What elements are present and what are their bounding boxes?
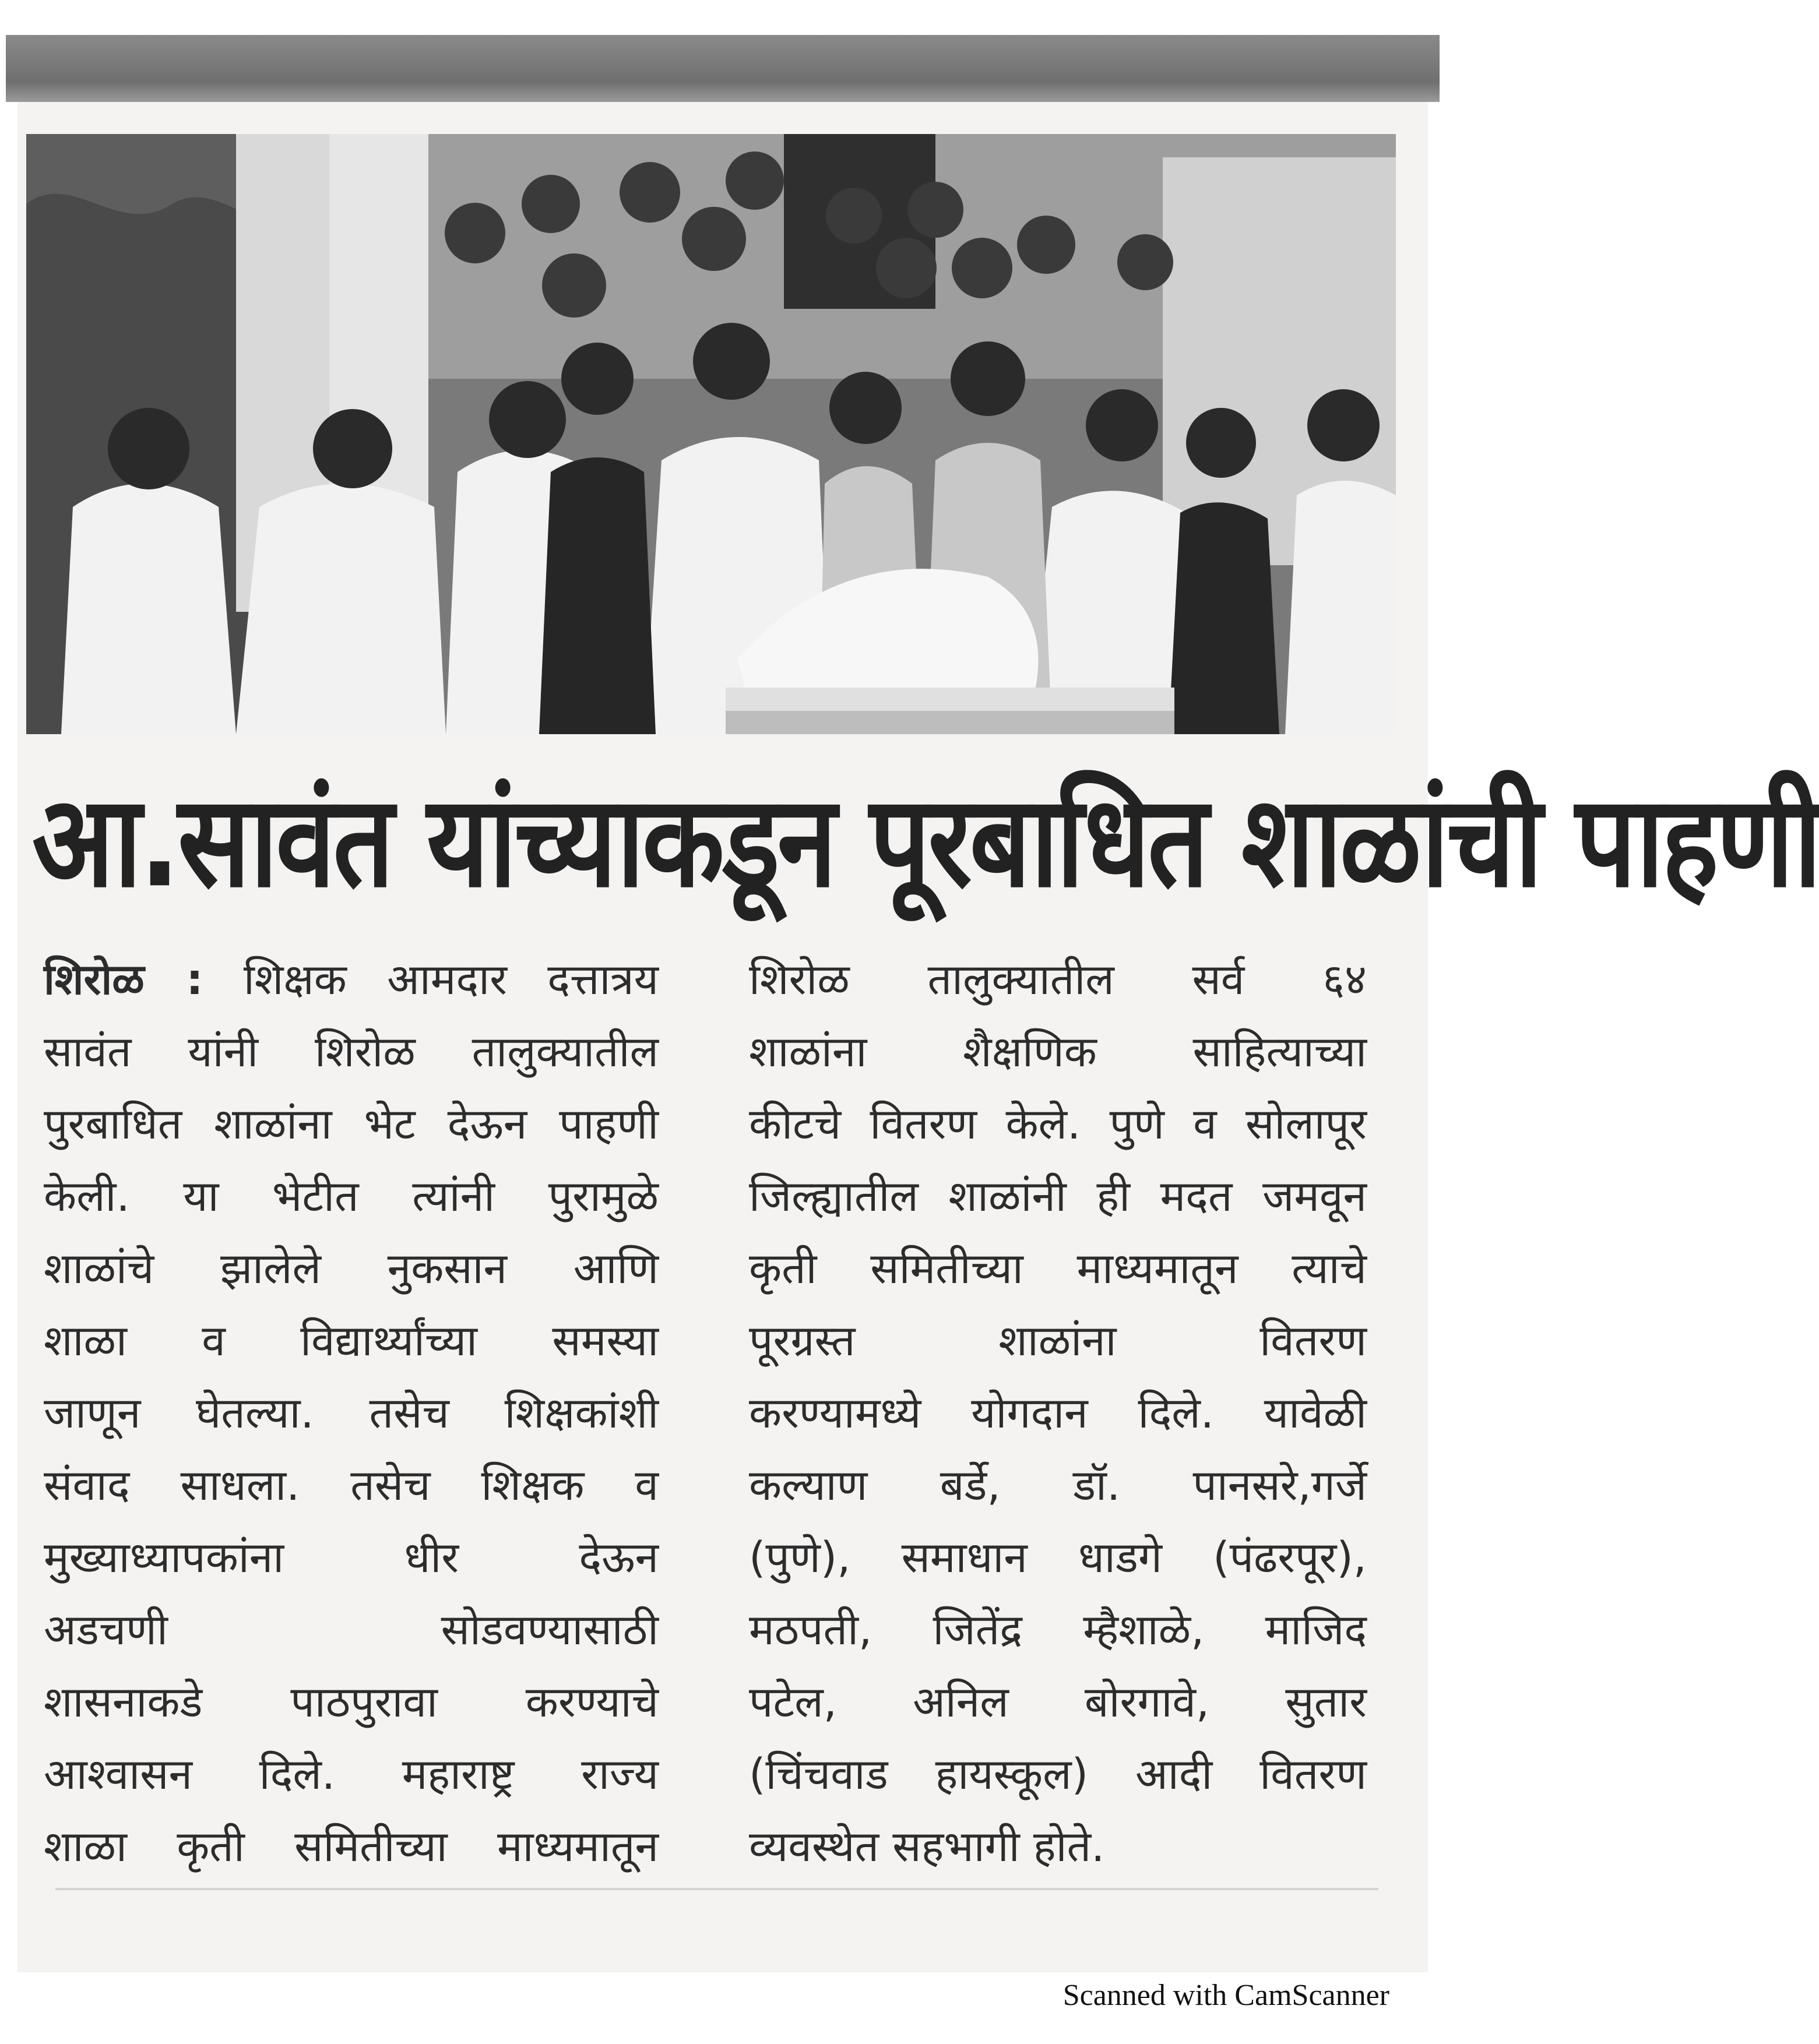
article-line: जिल्ह्यातील शाळांनी ही मदत जमवून (749, 1172, 1367, 1221)
bottom-rule (55, 1888, 1378, 1890)
article-line: शाळा कृती समितीच्या माध्यमातून (44, 1822, 659, 1872)
article-line: शाळांना शैक्षणिक साहित्याच्या (749, 1027, 1367, 1077)
article-line: पूरग्रस्त शाळांना वितरण (749, 1316, 1367, 1366)
article-line-text: शिक्षक आमदार दत्तात्रय (203, 955, 659, 1005)
article-line: आश्वासन दिले. महाराष्ट्र राज्य (44, 1750, 659, 1799)
scan-edge-strip (6, 35, 1440, 102)
article-line: मठपती, जितेंद्र म्हैशाळे, माजिद (749, 1605, 1367, 1655)
article-left-column (44, 944, 659, 1883)
article-line: कीटचे वितरण केले. पुणे व सोलापूर (749, 1099, 1367, 1149)
article-line: शिरोळ तालुक्यातील सर्व ६४ (749, 955, 1367, 1005)
article-line: शासनाकडे पाठपुरावा करण्याचे (44, 1678, 659, 1727)
article-line: (चिंचवाड हायस्कूल) आदी वितरण (749, 1750, 1367, 1799)
article-line: शाळा व विद्यार्थ्यांच्या समस्या (44, 1316, 659, 1366)
group-photo-illustration (26, 134, 1396, 734)
headline: आ.सावंत यांच्याकडून पूरबाधित शाळांची पाहणी (32, 768, 1819, 916)
article-line: कल्याण बर्डे, डॉ. पानसरे,गर्जे (749, 1461, 1367, 1510)
article-line: मुख्याध्यापकांना धीर देऊन (44, 1533, 659, 1583)
article-line: (पुणे), समाधान धाडगे (पंढरपूर), (749, 1533, 1367, 1583)
article-line: शाळांचे झालेले नुकसान आणि (44, 1244, 659, 1294)
article-line: कृती समितीच्या माध्यमातून त्याचे (749, 1244, 1367, 1294)
article-line (44, 944, 659, 1016)
camscanner-watermark: Scanned with CamScanner (1062, 1979, 1389, 2012)
article-line: संवाद साधला. तसेच शिक्षक व (44, 1461, 659, 1510)
group-photo (26, 134, 1396, 734)
article-line: केली. या भेटीत त्यांनी पुरामुळे (44, 1172, 659, 1221)
article-right-column (749, 944, 1367, 1883)
article-line: पटेल, अनिल बोरगावे, सुतार (749, 1678, 1367, 1727)
article-line: अडचणी सोडवण्यासाठी (44, 1605, 659, 1655)
article-line: करण्यामध्ये योगदान दिले. यावेळी (749, 1388, 1367, 1438)
article-line: व्यवस्थेत सहभागी होते. (749, 1822, 1105, 1872)
article-line: पुरबाधित शाळांना भेट देऊन पाहणी (44, 1099, 659, 1149)
article-line: जाणून घेतल्या. तसेच शिक्षकांशी (44, 1388, 659, 1438)
dateline: शिरोळ : (44, 955, 203, 1005)
article-line: सावंत यांनी शिरोळ तालुक्यातील (44, 1027, 659, 1077)
